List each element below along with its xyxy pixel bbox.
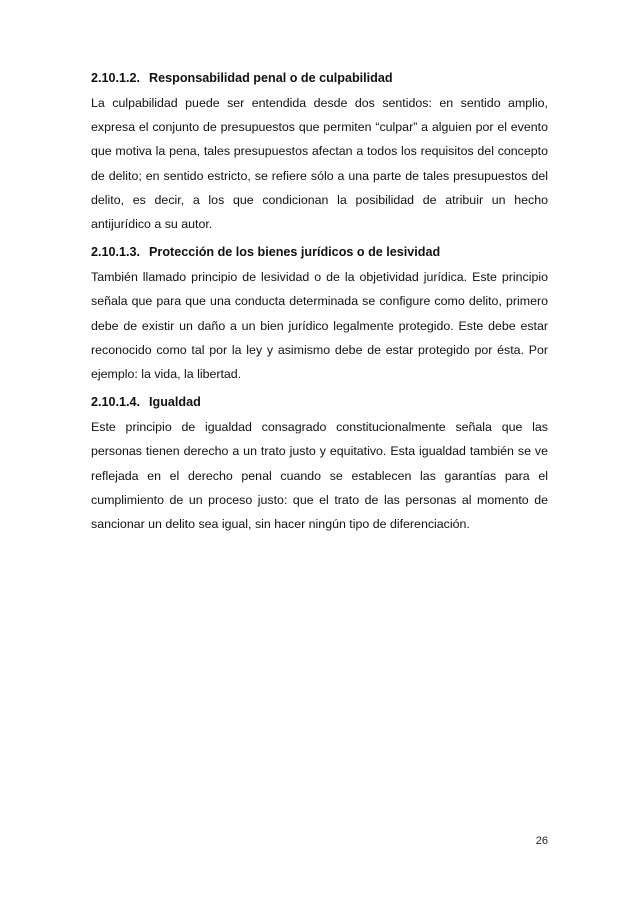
page-number: 26 [535, 835, 548, 847]
section-proteccion-bienes-juridicos [91, 243, 548, 386]
page-content [91, 69, 548, 543]
section-heading [91, 243, 548, 262]
section-number: 2.10.1.3. [91, 245, 141, 260]
section-number: 2.10.1.2. [91, 71, 141, 85]
section-paragraph: También llamado principio de lesividad o de la objetividad jurídica. Este principio señala que para que una conducta determinada se configure como delito, primero debe de existir un daño a un bien jurídico legalmente protegido. Este debe estar reconocido como tal por la ley y asimismo debe de estar protegido por ésta. Por ejemplo: la vida, la libertad. [91, 270, 548, 382]
section-responsabilidad-penal [91, 69, 548, 236]
section-heading [91, 69, 548, 88]
section-paragraph: La culpabilidad puede ser entendida desde dos sentidos: en sentido amplio, expresa el conjunto de presupuestos que permiten “culpar” a alguien por el evento que motiva la pena, tales presupuestos afectan a todos los requisitos del concepto de delito; en sentido estricto, se refiere sólo a una parte de tales presupuestos del delito, es decir, a los que condicionan la posibilidad de atribuir un hecho antijurídico a su autor. [91, 96, 548, 232]
section-heading [91, 393, 548, 412]
section-title: Responsabilidad penal o de culpabilidad [149, 71, 393, 85]
section-number: 2.10.1.4. [91, 395, 141, 410]
section-title: Protección de los bienes jurídicos o de lesividad [149, 245, 441, 260]
section-igualdad [91, 393, 548, 536]
section-title: Igualdad [149, 395, 201, 410]
section-paragraph: Este principio de igualdad consagrado constitucionalmente señala que las personas tienen derecho a un trato justo y equitativo. Esta igualdad también se ve reflejada en el derecho penal cuando se establecen las garantías para el cumplimiento de un proceso justo: que el trato de las personas al momento de sancionar un delito sea igual, sin hacer ningún tipo de diferenciación. [91, 420, 548, 532]
